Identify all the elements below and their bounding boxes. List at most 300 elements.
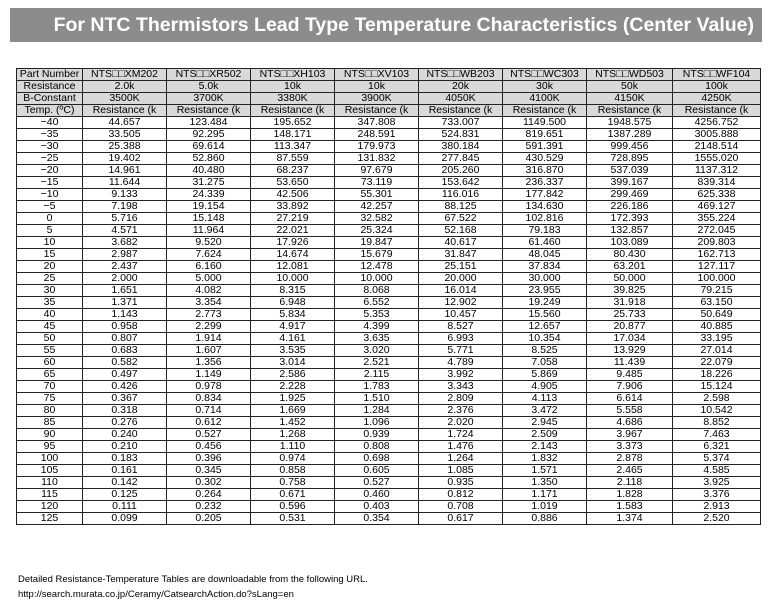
resistance-value-cell: 179.973 <box>335 141 419 153</box>
resistance-value-cell: 37.834 <box>503 261 587 273</box>
resistance-value-cell: 33.195 <box>673 333 761 345</box>
resistance-value-cell: 8.527 <box>419 321 503 333</box>
resistance-value-cell: 23.955 <box>503 285 587 297</box>
b-constant-cell: 3500K <box>83 93 167 105</box>
resistance-value-cell: 195.652 <box>251 117 335 129</box>
resistance-value-cell: 127.117 <box>673 261 761 273</box>
temperature-characteristics-table <box>16 68 761 525</box>
resistance-value-cell: 87.559 <box>251 153 335 165</box>
table-row <box>17 141 761 153</box>
resistance-value-cell: 2.773 <box>167 309 251 321</box>
resistance-value-cell: 4.113 <box>503 393 587 405</box>
resistance-value-cell: 31.847 <box>419 249 503 261</box>
resistance-value-cell: 3.020 <box>335 345 419 357</box>
resistance-value-cell: 0.302 <box>167 477 251 489</box>
resistance-value-cell: 22.079 <box>673 357 761 369</box>
row-label-resistance: Resistance <box>17 81 83 93</box>
resistance-value-cell: 316.870 <box>503 165 587 177</box>
part-number-cell: NTS□□WB203 <box>419 69 503 81</box>
resistance-value-cell: 19.249 <box>503 297 587 309</box>
resistance-value-cell: 0.939 <box>335 429 419 441</box>
resistance-value-cell: 1.371 <box>83 297 167 309</box>
part-number-cell: NTS□□XR502 <box>167 69 251 81</box>
resistance-value-cell: 88.125 <box>419 201 503 213</box>
table-body <box>17 69 761 525</box>
resistance-value-cell: 9.520 <box>167 237 251 249</box>
row-label-temp: Temp. (ºC) <box>17 105 83 117</box>
resistance-value-cell: 2.465 <box>587 465 673 477</box>
table-row <box>17 273 761 285</box>
resistance-value-cell: 0.460 <box>335 489 419 501</box>
table-row <box>17 237 761 249</box>
resistance-value-cell: 0.858 <box>251 465 335 477</box>
temperature-cell: 85 <box>17 417 83 429</box>
resistance-header-cell: Resistance (k <box>419 105 503 117</box>
table-row <box>17 261 761 273</box>
resistance-value-cell: 733.007 <box>419 117 503 129</box>
resistance-value-cell: 17.926 <box>251 237 335 249</box>
resistance-value-cell: 6.552 <box>335 297 419 309</box>
resistance-value-cell: 0.183 <box>83 453 167 465</box>
resistance-value-cell: 80.430 <box>587 249 673 261</box>
resistance-value-cell: 172.393 <box>587 213 673 225</box>
resistance-value-cell: 10.000 <box>335 273 419 285</box>
resistance-value-cell: 6.160 <box>167 261 251 273</box>
column-header-row <box>17 105 761 117</box>
resistance-value-cell: 8.315 <box>251 285 335 297</box>
resistance-value-cell: 0.345 <box>167 465 251 477</box>
temperature-cell: 35 <box>17 297 83 309</box>
resistance-value-cell: 3.967 <box>587 429 673 441</box>
resistance-cell: 30k <box>503 81 587 93</box>
resistance-value-cell: 0.978 <box>167 381 251 393</box>
resistance-value-cell: 40.480 <box>167 165 251 177</box>
resistance-value-cell: 3.014 <box>251 357 335 369</box>
resistance-value-cell: 9.133 <box>83 189 167 201</box>
resistance-value-cell: 52.168 <box>419 225 503 237</box>
resistance-value-cell: 27.014 <box>673 345 761 357</box>
resistance-value-cell: 30.000 <box>503 273 587 285</box>
b-constant-row <box>17 93 761 105</box>
resistance-value-cell: 236.337 <box>503 177 587 189</box>
resistance-value-cell: 97.679 <box>335 165 419 177</box>
temperature-cell: −40 <box>17 117 83 129</box>
resistance-value-cell: 61.460 <box>503 237 587 249</box>
resistance-value-cell: 0.605 <box>335 465 419 477</box>
resistance-value-cell: 11.644 <box>83 177 167 189</box>
resistance-header-cell: Resistance (k <box>83 105 167 117</box>
resistance-value-cell: 0.617 <box>419 513 503 525</box>
resistance-value-cell: 1.476 <box>419 441 503 453</box>
resistance-value-cell: 15.679 <box>335 249 419 261</box>
table-row <box>17 153 761 165</box>
resistance-value-cell: 69.614 <box>167 141 251 153</box>
resistance-value-cell: 113.347 <box>251 141 335 153</box>
part-number-cell: NTS□□WD503 <box>587 69 673 81</box>
resistance-value-cell: 2.228 <box>251 381 335 393</box>
resistance-header-cell: Resistance (k <box>167 105 251 117</box>
resistance-cell: 2.0k <box>83 81 167 93</box>
resistance-value-cell: 19.847 <box>335 237 419 249</box>
table-row <box>17 357 761 369</box>
resistance-cell: 10k <box>335 81 419 93</box>
resistance-value-cell: 12.081 <box>251 261 335 273</box>
resistance-value-cell: 132.857 <box>587 225 673 237</box>
resistance-value-cell: 0.367 <box>83 393 167 405</box>
resistance-value-cell: 5.353 <box>335 309 419 321</box>
resistance-value-cell: 0.807 <box>83 333 167 345</box>
resistance-value-cell: 1.143 <box>83 309 167 321</box>
temperature-cell: 55 <box>17 345 83 357</box>
temperature-cell: 110 <box>17 477 83 489</box>
resistance-value-cell: 4.399 <box>335 321 419 333</box>
resistance-value-cell: 4256.752 <box>673 117 761 129</box>
resistance-value-cell: 123.484 <box>167 117 251 129</box>
resistance-value-cell: 33.892 <box>251 201 335 213</box>
resistance-value-cell: 24.339 <box>167 189 251 201</box>
resistance-value-cell: 3.682 <box>83 237 167 249</box>
resistance-value-cell: 2.437 <box>83 261 167 273</box>
resistance-value-cell: 15.124 <box>673 381 761 393</box>
resistance-value-cell: 1.096 <box>335 417 419 429</box>
part-number-cell: NTS□□WF104 <box>673 69 761 81</box>
resistance-value-cell: 1.925 <box>251 393 335 405</box>
table-row <box>17 225 761 237</box>
resistance-value-cell: 6.321 <box>673 441 761 453</box>
resistance-value-cell: 209.803 <box>673 237 761 249</box>
resistance-value-cell: 4.082 <box>167 285 251 297</box>
resistance-value-cell: 40.617 <box>419 237 503 249</box>
table-row <box>17 501 761 513</box>
resistance-value-cell: 6.948 <box>251 297 335 309</box>
resistance-value-cell: 0.812 <box>419 489 503 501</box>
table-row <box>17 177 761 189</box>
resistance-value-cell: 100.000 <box>673 273 761 285</box>
b-constant-cell: 4250K <box>673 93 761 105</box>
resistance-cell: 5.0k <box>167 81 251 93</box>
resistance-value-cell: 7.058 <box>503 357 587 369</box>
resistance-value-cell: 430.529 <box>503 153 587 165</box>
table-row <box>17 129 761 141</box>
resistance-value-cell: 5.000 <box>167 273 251 285</box>
table-row <box>17 381 761 393</box>
resistance-value-cell: 0.111 <box>83 501 167 513</box>
resistance-value-cell: 469.127 <box>673 201 761 213</box>
resistance-value-cell: 31.275 <box>167 177 251 189</box>
resistance-value-cell: 33.505 <box>83 129 167 141</box>
resistance-value-cell: 0.210 <box>83 441 167 453</box>
resistance-value-cell: 4.585 <box>673 465 761 477</box>
resistance-value-cell: 10.457 <box>419 309 503 321</box>
b-constant-cell: 4100K <box>503 93 587 105</box>
resistance-value-cell: 4.905 <box>503 381 587 393</box>
resistance-value-cell: 2.913 <box>673 501 761 513</box>
temperature-cell: 40 <box>17 309 83 321</box>
temperature-cell: 70 <box>17 381 83 393</box>
temperature-cell: −20 <box>17 165 83 177</box>
table-row <box>17 453 761 465</box>
resistance-value-cell: 0.264 <box>167 489 251 501</box>
temperature-cell: 30 <box>17 285 83 297</box>
resistance-value-cell: 0.205 <box>167 513 251 525</box>
resistance-value-cell: 0.935 <box>419 477 503 489</box>
resistance-value-cell: 2.586 <box>251 369 335 381</box>
resistance-value-cell: 1.607 <box>167 345 251 357</box>
resistance-value-cell: 1555.020 <box>673 153 761 165</box>
resistance-value-cell: 0.161 <box>83 465 167 477</box>
resistance-value-cell: 25.324 <box>335 225 419 237</box>
part-number-row <box>17 69 761 81</box>
resistance-value-cell: 347.808 <box>335 117 419 129</box>
resistance-value-cell: 17.034 <box>587 333 673 345</box>
resistance-value-cell: 1.284 <box>335 405 419 417</box>
resistance-value-cell: 380.184 <box>419 141 503 153</box>
table-row <box>17 513 761 525</box>
resistance-value-cell: 4.789 <box>419 357 503 369</box>
temperature-cell: 20 <box>17 261 83 273</box>
temperature-cell: 65 <box>17 369 83 381</box>
resistance-value-cell: 42.506 <box>251 189 335 201</box>
resistance-value-cell: 27.219 <box>251 213 335 225</box>
resistance-value-cell: 63.150 <box>673 297 761 309</box>
table-row <box>17 285 761 297</box>
table-row <box>17 465 761 477</box>
temperature-cell: 25 <box>17 273 83 285</box>
temperature-cell: −10 <box>17 189 83 201</box>
resistance-value-cell: 31.918 <box>587 297 673 309</box>
resistance-value-cell: 134.630 <box>503 201 587 213</box>
resistance-value-cell: 11.439 <box>587 357 673 369</box>
resistance-cell: 100k <box>673 81 761 93</box>
table-row <box>17 333 761 345</box>
temperature-cell: −25 <box>17 153 83 165</box>
row-label-b-constant: B-Constant <box>17 93 83 105</box>
resistance-value-cell: 0.354 <box>335 513 419 525</box>
resistance-value-cell: 0.403 <box>335 501 419 513</box>
resistance-value-cell: 22.021 <box>251 225 335 237</box>
resistance-value-cell: 3.373 <box>587 441 673 453</box>
resistance-value-cell: 116.016 <box>419 189 503 201</box>
resistance-value-cell: 1.669 <box>251 405 335 417</box>
part-number-cell: NTS□□XV103 <box>335 69 419 81</box>
resistance-value-cell: 20.000 <box>419 273 503 285</box>
resistance-value-cell: 50.000 <box>587 273 673 285</box>
resistance-value-cell: 67.522 <box>419 213 503 225</box>
temperature-cell: 100 <box>17 453 83 465</box>
resistance-value-cell: 10.354 <box>503 333 587 345</box>
resistance-value-cell: 0.683 <box>83 345 167 357</box>
resistance-value-cell: 248.591 <box>335 129 419 141</box>
resistance-value-cell: 15.560 <box>503 309 587 321</box>
resistance-header-cell: Resistance (k <box>673 105 761 117</box>
table-row <box>17 489 761 501</box>
resistance-value-cell: 50.649 <box>673 309 761 321</box>
temperature-cell: 105 <box>17 465 83 477</box>
resistance-value-cell: 1.264 <box>419 453 503 465</box>
resistance-value-cell: 0.396 <box>167 453 251 465</box>
temperature-cell: 95 <box>17 441 83 453</box>
temperature-cell: −35 <box>17 129 83 141</box>
resistance-cell: 10k <box>251 81 335 93</box>
resistance-value-cell: 2.521 <box>335 357 419 369</box>
resistance-value-cell: 2.945 <box>503 417 587 429</box>
table-row <box>17 417 761 429</box>
resistance-value-cell: 52.860 <box>167 153 251 165</box>
resistance-value-cell: 5.716 <box>83 213 167 225</box>
temperature-cell: 90 <box>17 429 83 441</box>
resistance-value-cell: 92.295 <box>167 129 251 141</box>
resistance-header-cell: Resistance (k <box>335 105 419 117</box>
resistance-value-cell: 0.125 <box>83 489 167 501</box>
resistance-value-cell: 524.831 <box>419 129 503 141</box>
temperature-cell: −5 <box>17 201 83 213</box>
table-row <box>17 189 761 201</box>
resistance-value-cell: 153.642 <box>419 177 503 189</box>
table-row <box>17 405 761 417</box>
resistance-value-cell: 44.657 <box>83 117 167 129</box>
resistance-value-cell: 4.917 <box>251 321 335 333</box>
resistance-value-cell: 0.531 <box>251 513 335 525</box>
resistance-value-cell: 3.376 <box>673 489 761 501</box>
resistance-value-cell: 25.733 <box>587 309 673 321</box>
resistance-value-cell: 4.161 <box>251 333 335 345</box>
b-constant-cell: 3700K <box>167 93 251 105</box>
part-number-cell: NTS□□WC303 <box>503 69 587 81</box>
resistance-value-cell: 1.374 <box>587 513 673 525</box>
resistance-value-cell: 10.000 <box>251 273 335 285</box>
resistance-value-cell: 226.186 <box>587 201 673 213</box>
resistance-value-cell: 5.771 <box>419 345 503 357</box>
resistance-value-cell: 177.842 <box>503 189 587 201</box>
resistance-cell: 50k <box>587 81 673 93</box>
resistance-value-cell: 537.039 <box>587 165 673 177</box>
resistance-value-cell: 0.758 <box>251 477 335 489</box>
resistance-value-cell: 14.674 <box>251 249 335 261</box>
resistance-value-cell: 2.118 <box>587 477 673 489</box>
resistance-value-cell: 73.119 <box>335 177 419 189</box>
footer-note: Detailed Resistance-Temperature Tables are downloadable from the following URL. <box>18 574 368 585</box>
table-row <box>17 213 761 225</box>
resistance-value-cell: 19.402 <box>83 153 167 165</box>
resistance-value-cell: 68.237 <box>251 165 335 177</box>
resistance-value-cell: 148.171 <box>251 129 335 141</box>
resistance-value-cell: 1.452 <box>251 417 335 429</box>
resistance-value-cell: 131.832 <box>335 153 419 165</box>
temperature-cell: 5 <box>17 225 83 237</box>
resistance-value-cell: 2.299 <box>167 321 251 333</box>
resistance-value-cell: 299.469 <box>587 189 673 201</box>
temperature-cell: 120 <box>17 501 83 513</box>
resistance-value-cell: 0.582 <box>83 357 167 369</box>
resistance-value-cell: 12.657 <box>503 321 587 333</box>
resistance-value-cell: 272.045 <box>673 225 761 237</box>
resistance-value-cell: 839.314 <box>673 177 761 189</box>
table-row <box>17 249 761 261</box>
resistance-value-cell: 1.583 <box>587 501 673 513</box>
resistance-value-cell: 2.376 <box>419 405 503 417</box>
resistance-value-cell: 1.268 <box>251 429 335 441</box>
resistance-value-cell: 0.596 <box>251 501 335 513</box>
resistance-value-cell: 42.257 <box>335 201 419 213</box>
temperature-cell: 50 <box>17 333 83 345</box>
temperature-cell: −30 <box>17 141 83 153</box>
resistance-value-cell: 5.869 <box>503 369 587 381</box>
resistance-value-cell: 40.885 <box>673 321 761 333</box>
resistance-cell: 20k <box>419 81 503 93</box>
resistance-value-cell: 48.045 <box>503 249 587 261</box>
resistance-value-cell: 7.906 <box>587 381 673 393</box>
table-row <box>17 369 761 381</box>
resistance-value-cell: 3.535 <box>251 345 335 357</box>
temperature-cell: 60 <box>17 357 83 369</box>
b-constant-cell: 4050K <box>419 93 503 105</box>
resistance-value-cell: 16.014 <box>419 285 503 297</box>
resistance-value-cell: 0.886 <box>503 513 587 525</box>
resistance-value-cell: 0.698 <box>335 453 419 465</box>
resistance-value-cell: 3.354 <box>167 297 251 309</box>
resistance-header-cell: Resistance (k <box>251 105 335 117</box>
resistance-value-cell: 12.478 <box>335 261 419 273</box>
b-constant-cell: 4150K <box>587 93 673 105</box>
temperature-cell: 125 <box>17 513 83 525</box>
resistance-value-cell: 25.151 <box>419 261 503 273</box>
part-number-cell: NTS□□XM202 <box>83 69 167 81</box>
resistance-value-cell: 13.929 <box>587 345 673 357</box>
resistance-value-cell: 32.582 <box>335 213 419 225</box>
resistance-value-cell: 625.338 <box>673 189 761 201</box>
resistance-value-cell: 0.612 <box>167 417 251 429</box>
footer-url: http://search.murata.co.jp/Ceramy/CatsearchAction.do?sLang=en <box>18 589 294 600</box>
resistance-value-cell: 20.877 <box>587 321 673 333</box>
resistance-value-cell: 7.463 <box>673 429 761 441</box>
temperature-cell: 75 <box>17 393 83 405</box>
resistance-value-cell: 2.000 <box>83 273 167 285</box>
resistance-value-cell: 1.019 <box>503 501 587 513</box>
row-label-part-number: Part Number <box>17 69 83 81</box>
resistance-value-cell: 5.834 <box>251 309 335 321</box>
resistance-value-cell: 1.149 <box>167 369 251 381</box>
resistance-value-cell: 3.472 <box>503 405 587 417</box>
resistance-value-cell: 0.276 <box>83 417 167 429</box>
resistance-value-cell: 12.902 <box>419 297 503 309</box>
resistance-value-cell: 2.878 <box>587 453 673 465</box>
resistance-value-cell: 0.974 <box>251 453 335 465</box>
resistance-value-cell: 8.852 <box>673 417 761 429</box>
resistance-value-cell: 1.828 <box>587 489 673 501</box>
resistance-value-cell: 103.089 <box>587 237 673 249</box>
resistance-value-cell: 5.374 <box>673 453 761 465</box>
table-row <box>17 309 761 321</box>
resistance-value-cell: 277.845 <box>419 153 503 165</box>
resistance-value-cell: 2.020 <box>419 417 503 429</box>
resistance-value-cell: 6.614 <box>587 393 673 405</box>
resistance-value-cell: 999.456 <box>587 141 673 153</box>
resistance-value-cell: 9.485 <box>587 369 673 381</box>
resistance-value-cell: 1.783 <box>335 381 419 393</box>
resistance-value-cell: 79.183 <box>503 225 587 237</box>
resistance-value-cell: 15.148 <box>167 213 251 225</box>
resistance-value-cell: 7.624 <box>167 249 251 261</box>
resistance-value-cell: 1.110 <box>251 441 335 453</box>
resistance-value-cell: 1.651 <box>83 285 167 297</box>
resistance-value-cell: 2.115 <box>335 369 419 381</box>
resistance-value-cell: 5.558 <box>587 405 673 417</box>
resistance-value-cell: 1.832 <box>503 453 587 465</box>
resistance-value-cell: 0.318 <box>83 405 167 417</box>
table-row <box>17 165 761 177</box>
resistance-value-cell: 1387.289 <box>587 129 673 141</box>
resistance-value-cell: 39.825 <box>587 285 673 297</box>
